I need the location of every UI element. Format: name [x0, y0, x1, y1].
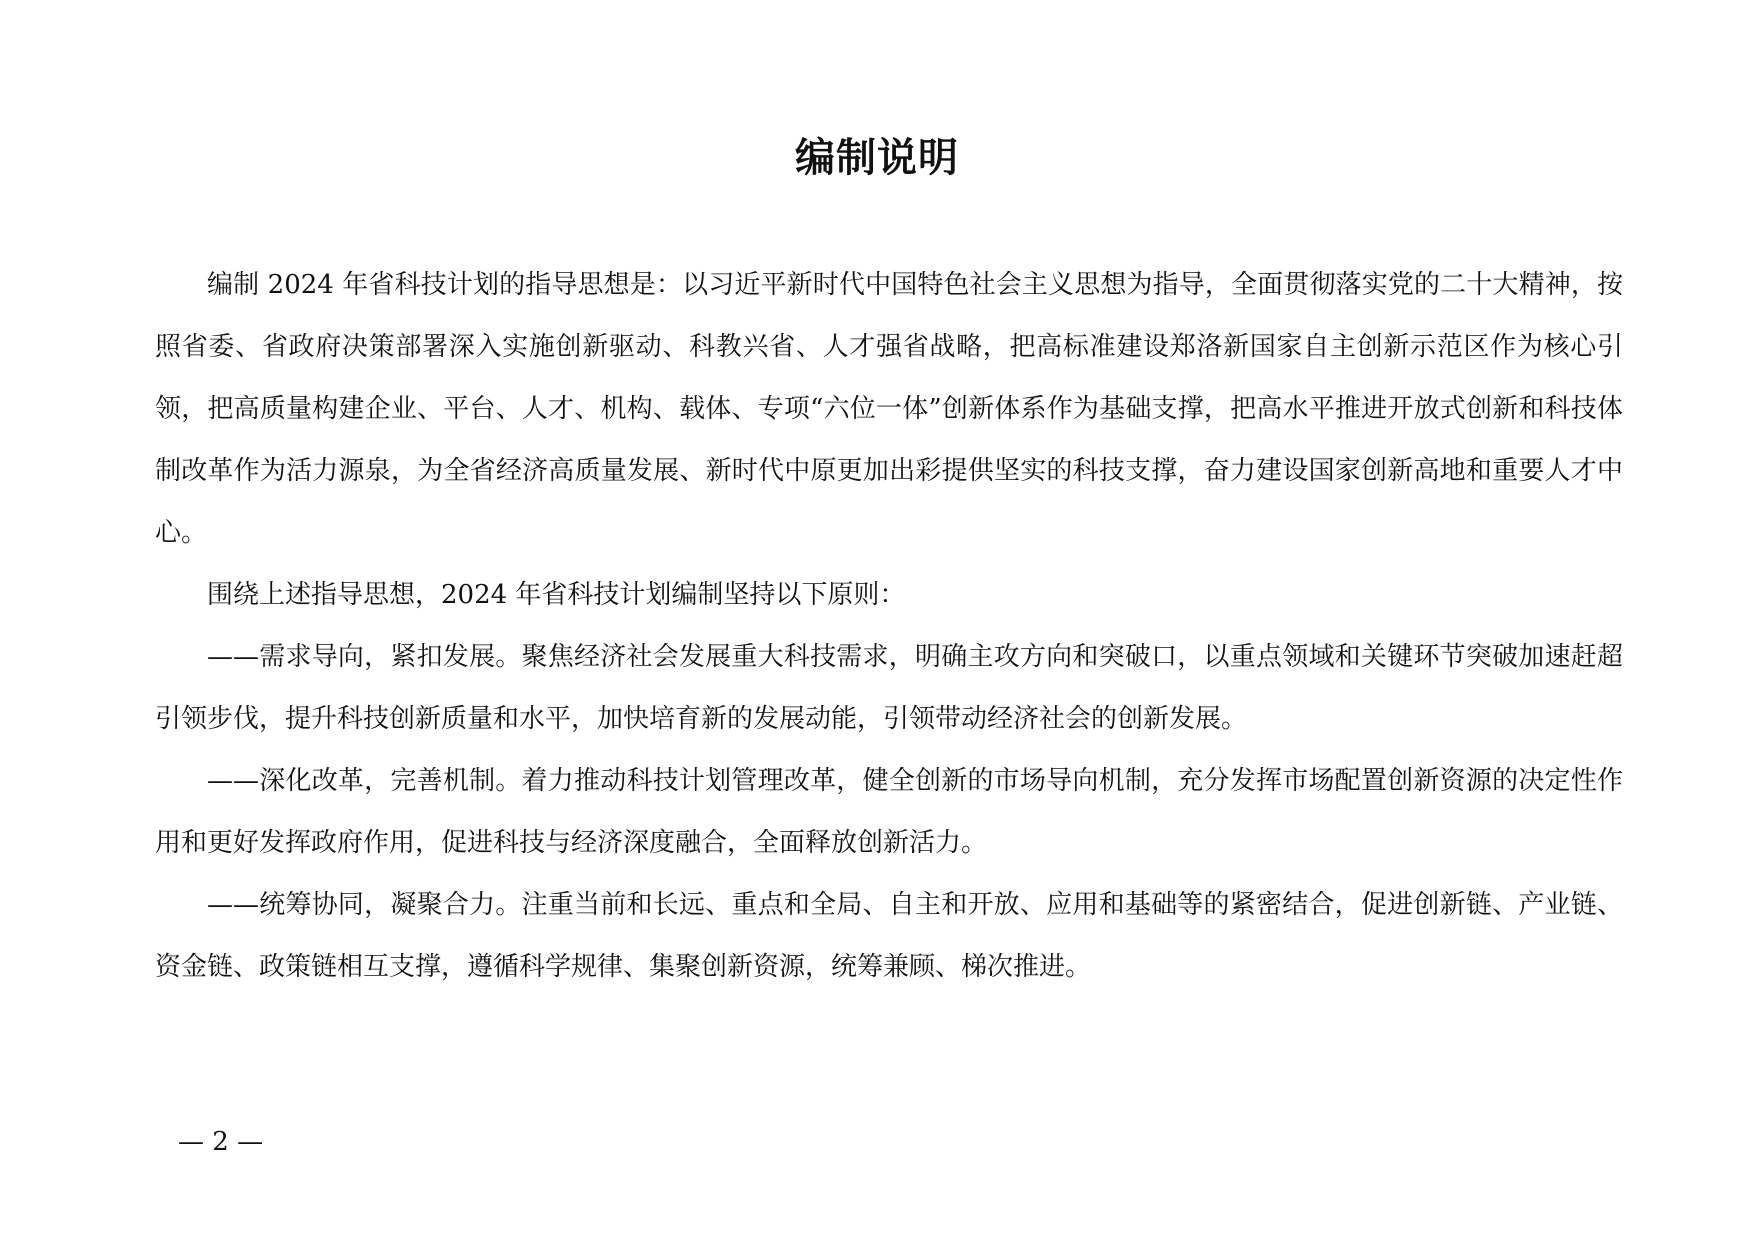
page-number: — 2 — — [178, 1127, 264, 1157]
paragraph-guiding-thought: 编制 2024 年省科技计划的指导思想是：以习近平新时代中国特色社会主义思想为指导，全面贯彻落实党的二十大精神，按照省委、省政府决策部署深入实施创新驱动、科教兴省、人才强省战略，把高标准建设郑洛新国家自主创新示范区作为核心引领，把高质量构建企业、平台、人才、机构、载体、专项“六位一体”创新体系作为基础支撑，把高水平推进开放式创新和科技体制改革作为活力源泉，为全省经济高质量发展、新时代中原更加出彩提供坚实的科技支撑，奋力建设国家创新高地和重要人才中心。 — [155, 270, 1623, 548]
paragraph-principles-intro: 围绕上述指导思想，2024 年省科技计划编制坚持以下原则： — [207, 580, 906, 610]
page-title: 编制说明 — [795, 135, 959, 181]
paragraph-principle-demand: ——需求导向，紧扣发展。聚焦经济社会发展重大科技需求，明确主攻方向和突破口，以重点领域和关键环节突破加速赶超引领步伐，提升科技创新质量和水平，加快培育新的发展动能，引领带动经济社会的创新发展。 — [155, 642, 1623, 734]
paragraph-principle-reform: ——深化改革，完善机制。着力推动科技计划管理改革，健全创新的市场导向机制，充分发挥市场配置创新资源的决定性作用和更好发挥政府作用，促进科技与经济深度融合，全面释放创新活力。 — [155, 766, 1623, 858]
paragraph-principle-coordination: ——统筹协同，凝聚合力。注重当前和长远、重点和全局、自主和开放、应用和基础等的紧密结合，促进创新链、产业链、资金链、政策链相互支撑，遵循科学规律、集聚创新资源，统筹兼顾、梯次推进。 — [155, 890, 1623, 982]
document-body — [155, 254, 1623, 998]
